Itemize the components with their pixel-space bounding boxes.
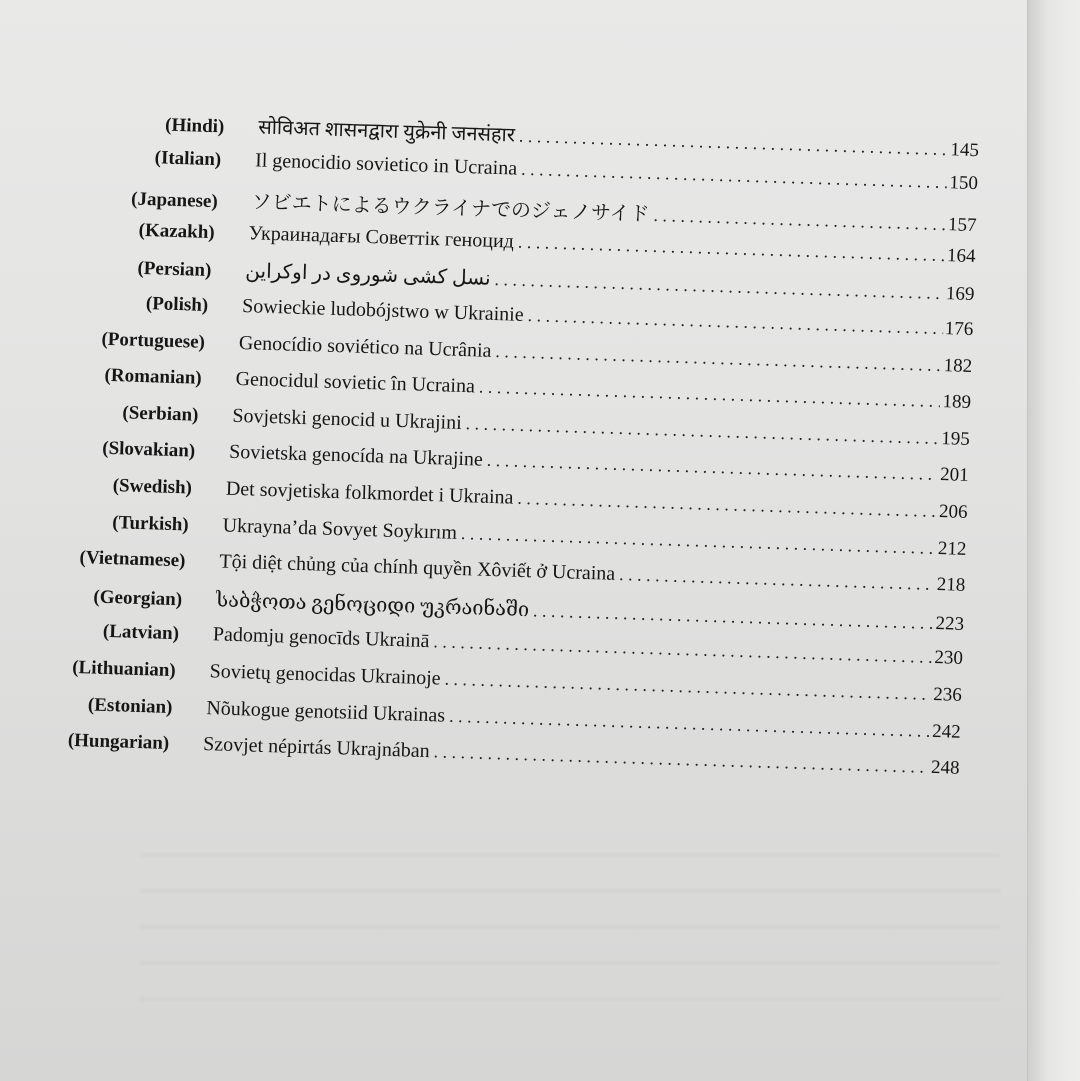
toc-page-number: 212 — [937, 537, 967, 560]
toc-leader-dots — [518, 231, 946, 265]
toc-page-number: 182 — [943, 354, 973, 377]
toc-language: (Persian) — [137, 258, 212, 282]
toc-page-number: 145 — [950, 139, 980, 162]
toc-leader-dots — [519, 126, 949, 160]
toc-leader-dots — [444, 669, 931, 705]
toc-page-number: 236 — [932, 683, 963, 706]
toc-title: Sovietų genocidas Ukrainoje — [209, 660, 441, 690]
toc-page-number: 201 — [939, 464, 970, 487]
toc-leader-dots — [653, 205, 946, 235]
toc-language: (Vietnamese) — [79, 547, 186, 572]
toc-page-number: 242 — [931, 720, 961, 743]
toc-page-number: 223 — [935, 612, 965, 635]
toc-language: (Georgian) — [93, 586, 183, 611]
toc-title: Украинадағы Советтік геноцид — [248, 222, 515, 253]
toc-language: (Swedish) — [112, 475, 193, 499]
toc-leader-dots — [461, 523, 937, 559]
toc-language: (Kazakh) — [138, 219, 215, 243]
toc-page-number: 189 — [942, 391, 972, 414]
toc-page-number: 248 — [930, 757, 960, 779]
toc-leader-dots — [517, 488, 937, 522]
toc-language: (Serbian) — [122, 402, 199, 426]
toc-leader-dots — [521, 158, 948, 192]
toc-title: Padomju genocīds Ukrainā — [212, 623, 430, 653]
toc-title: सोविअत शासनद्वारा युक्रेनी जनसंहार — [257, 116, 516, 147]
toc-page-number: 157 — [947, 214, 977, 237]
toc-page-number: 218 — [936, 574, 966, 597]
toc-title: Il genocidio sovietico in Ucraina — [254, 148, 518, 180]
toc-leader-dots — [495, 341, 942, 376]
toc-leader-dots — [527, 305, 943, 339]
toc-page-number: 150 — [949, 171, 979, 194]
toc-leader-dots — [465, 413, 939, 449]
toc-leader-dots — [487, 450, 939, 485]
toc-title: Genocidul sovietic în Ucraina — [235, 368, 476, 398]
toc-leader-dots — [433, 741, 929, 778]
toc-leader-dots — [619, 564, 935, 595]
toc-leader-dots — [533, 600, 934, 634]
toc-language: (Hungarian) — [67, 729, 170, 755]
toc-leader-dots — [433, 632, 933, 669]
page-edge — [1027, 0, 1080, 1081]
toc-leader-dots — [494, 269, 944, 304]
toc-title: Tội diệt chủng của chính quyền Xôviết ở Ucraina — [219, 550, 616, 586]
toc-leader-dots — [449, 705, 931, 741]
toc-language: (Lithuanian) — [71, 656, 177, 682]
toc-leader-dots — [479, 377, 941, 412]
toc-title: Sovietska genocída na Ukrajine — [228, 441, 484, 472]
toc-title: ソビエトによるウクライナでのジェノサイド — [251, 191, 650, 226]
toc-title: Ukrayna’da Sovyet Soykırım — [222, 514, 458, 544]
toc-page-number: 164 — [946, 244, 976, 267]
toc-page-number: 195 — [941, 427, 971, 450]
toc-language: (Turkish) — [111, 511, 189, 536]
toc-title: Sovjetski genocid u Ukrajini — [232, 404, 463, 434]
toc-page-number: 169 — [945, 283, 975, 306]
toc-language: (Romanian) — [104, 364, 202, 389]
toc-title: نسل کشی شوروی در اوکراین — [245, 260, 491, 291]
toc-language: (Japanese) — [130, 188, 219, 213]
toc-page-number: 230 — [934, 647, 964, 670]
toc-title: Genocídio soviético na Ucrânia — [238, 331, 492, 362]
toc-title: Nõukogue genotsiid Ukrainas — [206, 696, 446, 727]
toc-title: Szovjet népirtás Ukrajnában — [202, 733, 431, 763]
toc-language: (Hindi) — [164, 114, 225, 138]
toc-language: (Portuguese) — [101, 328, 206, 353]
toc-page-number: 206 — [938, 501, 968, 523]
toc-title: Sowieckie ludobójstwo w Ukrainie — [241, 295, 524, 326]
toc-title: Det sovjetiska folkmordet i Ukraina — [225, 477, 514, 509]
toc-language: (Latvian) — [102, 621, 180, 645]
toc-language: (Slovakian) — [101, 438, 196, 463]
toc-language: (Polish) — [145, 293, 209, 316]
toc-language: (Estonian) — [87, 694, 173, 718]
toc-language: (Italian) — [154, 146, 222, 170]
toc-page-number: 176 — [944, 318, 974, 341]
toc-title: საბჭოთა გენოციდი უკრაინაში — [215, 589, 530, 622]
